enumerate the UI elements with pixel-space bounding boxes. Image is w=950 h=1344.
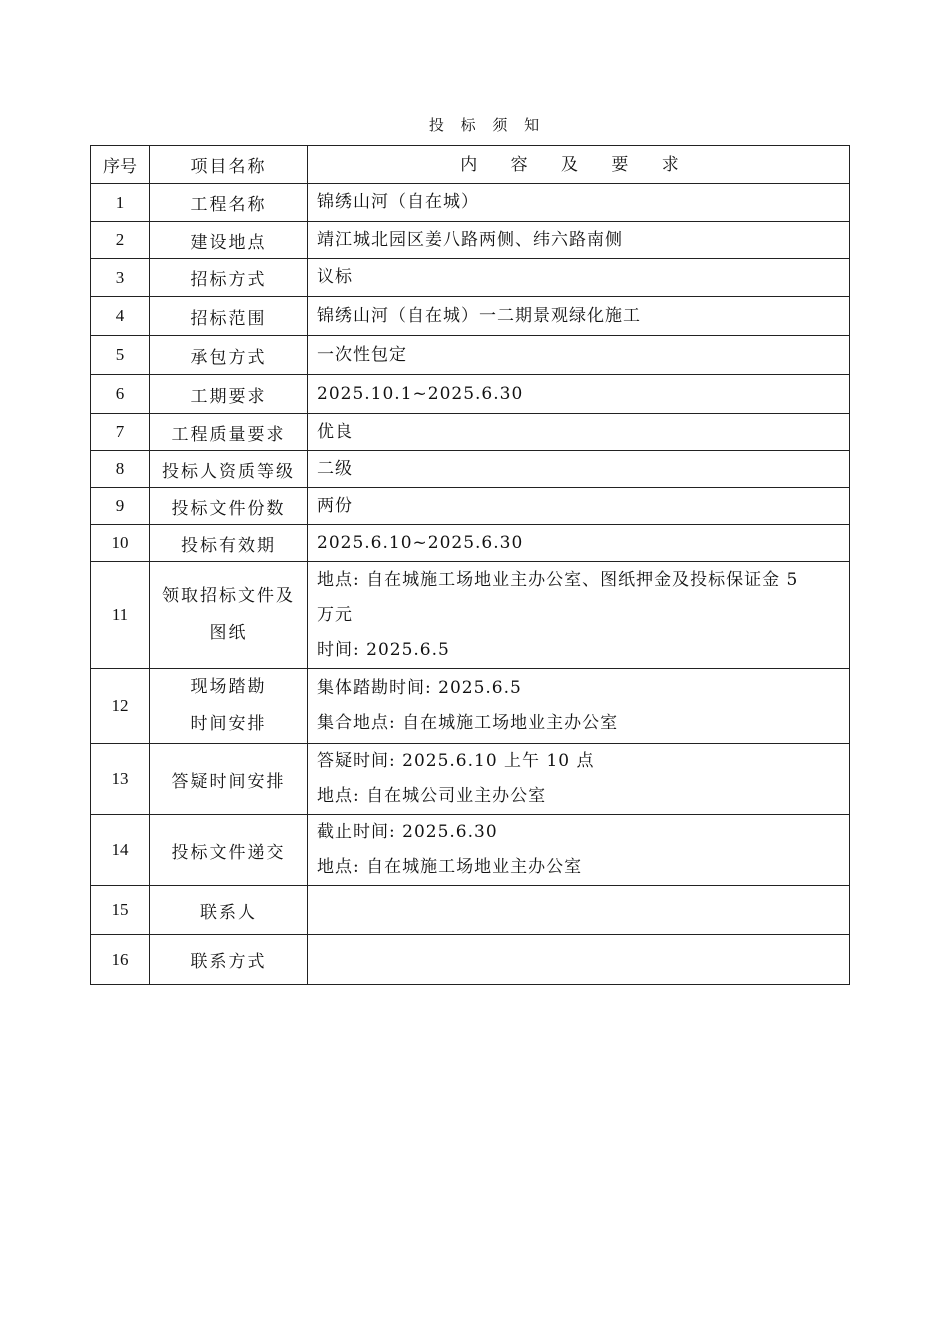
row-number: 1 bbox=[91, 184, 150, 222]
table-row bbox=[91, 886, 850, 935]
row-number: 12 bbox=[91, 669, 150, 744]
row-content bbox=[308, 744, 850, 815]
row-content bbox=[308, 935, 850, 985]
item-name-line: 图纸 bbox=[209, 623, 248, 643]
table-row bbox=[91, 669, 850, 744]
row-number: 6 bbox=[91, 375, 150, 414]
table-body bbox=[91, 184, 850, 985]
content-line: 地点: 自在城施工场地业主办公室 bbox=[317, 857, 583, 877]
table-row bbox=[91, 815, 850, 886]
row-content bbox=[308, 297, 850, 336]
row-number: 11 bbox=[91, 562, 150, 669]
row-item-name: 答疑时间安排 bbox=[150, 744, 308, 815]
document-title: 投 标 须 知 bbox=[428, 116, 546, 134]
table-header-row bbox=[91, 146, 850, 184]
content-line: 一次性包定 bbox=[317, 344, 407, 365]
content-line: 靖江城北园区姜八路两侧、纬六路南侧 bbox=[317, 229, 623, 250]
row-number: 4 bbox=[91, 297, 150, 336]
row-number: 8 bbox=[91, 451, 150, 488]
table-row bbox=[91, 184, 850, 222]
content-line: 集合地点: 自在城施工场地业主办公室 bbox=[317, 713, 619, 733]
row-content bbox=[308, 336, 850, 375]
row-content bbox=[308, 222, 850, 259]
table-row bbox=[91, 297, 850, 336]
header-content: 内 容 及 要 求 bbox=[308, 146, 850, 184]
row-number: 7 bbox=[91, 414, 150, 451]
content-line: 2025.10.1~2025.6.30 bbox=[317, 383, 524, 404]
row-content bbox=[308, 451, 850, 488]
content-line: 优良 bbox=[317, 421, 353, 442]
row-content bbox=[308, 562, 850, 669]
table-row bbox=[91, 375, 850, 414]
row-number: 16 bbox=[91, 935, 150, 985]
content-line: 二级 bbox=[317, 458, 353, 479]
table-row bbox=[91, 525, 850, 562]
table-row bbox=[91, 488, 850, 525]
row-content bbox=[308, 414, 850, 451]
item-name-line: 时间安排 bbox=[190, 714, 267, 734]
content-line: 锦绣山河（自在城）一二期景观绿化施工 bbox=[317, 305, 641, 326]
row-content bbox=[308, 815, 850, 886]
row-item-name: 招标方式 bbox=[150, 259, 308, 297]
row-item-name: 联系人 bbox=[150, 886, 308, 935]
row-number: 15 bbox=[91, 886, 150, 935]
row-item-name: 投标人资质等级 bbox=[150, 451, 308, 488]
table-row bbox=[91, 222, 850, 259]
table-row bbox=[91, 935, 850, 985]
table-row bbox=[91, 744, 850, 815]
content-line: 地点: 自在城施工场地业主办公室、图纸押金及投标保证金 5 bbox=[317, 569, 799, 590]
row-item-name: 工程名称 bbox=[150, 184, 308, 222]
content-line: 2025.6.10~2025.6.30 bbox=[317, 532, 524, 553]
row-item-name: 招标范围 bbox=[150, 297, 308, 336]
item-name-line: 领取招标文件及 bbox=[162, 586, 295, 606]
content-line: 时间: 2025.6.5 bbox=[317, 639, 450, 660]
table-row bbox=[91, 414, 850, 451]
content-line: 地点: 自在城公司业主办公室 bbox=[317, 786, 547, 806]
content-line: 截止时间: 2025.6.30 bbox=[317, 822, 498, 842]
table-row bbox=[91, 451, 850, 488]
row-number: 2 bbox=[91, 222, 150, 259]
row-number: 14 bbox=[91, 815, 150, 886]
row-item-name: 建设地点 bbox=[150, 222, 308, 259]
header-item: 项目名称 bbox=[150, 146, 308, 184]
row-item-name: 投标文件份数 bbox=[150, 488, 308, 525]
row-item-name: 承包方式 bbox=[150, 336, 308, 375]
row-item-name: 投标有效期 bbox=[150, 525, 308, 562]
table-row bbox=[91, 562, 850, 669]
row-item-name: 工程质量要求 bbox=[150, 414, 308, 451]
row-content bbox=[308, 886, 850, 935]
row-number: 10 bbox=[91, 525, 150, 562]
item-name-line: 现场踏勘 bbox=[190, 677, 267, 697]
content-line: 万元 bbox=[317, 604, 353, 625]
content-line: 议标 bbox=[317, 267, 353, 287]
row-number: 5 bbox=[91, 336, 150, 375]
row-content bbox=[308, 375, 850, 414]
row-content bbox=[308, 259, 850, 297]
header-no: 序号 bbox=[91, 146, 150, 184]
row-item-name: 工期要求 bbox=[150, 375, 308, 414]
row-number: 13 bbox=[91, 744, 150, 815]
row-content bbox=[308, 184, 850, 222]
row-item-name: 投标文件递交 bbox=[150, 815, 308, 886]
content-line: 集体踏勘时间: 2025.6.5 bbox=[317, 678, 522, 698]
table-row bbox=[91, 259, 850, 297]
table-row bbox=[91, 336, 850, 375]
bidding-notice-table bbox=[90, 145, 850, 985]
row-item-name bbox=[150, 562, 308, 669]
content-line: 锦绣山河（自在城） bbox=[317, 192, 479, 212]
row-number: 9 bbox=[91, 488, 150, 525]
row-number: 3 bbox=[91, 259, 150, 297]
row-item-name: 联系方式 bbox=[150, 935, 308, 985]
row-content bbox=[308, 525, 850, 562]
content-line: 两份 bbox=[317, 495, 353, 516]
content-line: 答疑时间: 2025.6.10 上午 10 点 bbox=[317, 751, 595, 771]
row-content bbox=[308, 669, 850, 744]
row-content bbox=[308, 488, 850, 525]
row-item-name bbox=[150, 669, 308, 744]
